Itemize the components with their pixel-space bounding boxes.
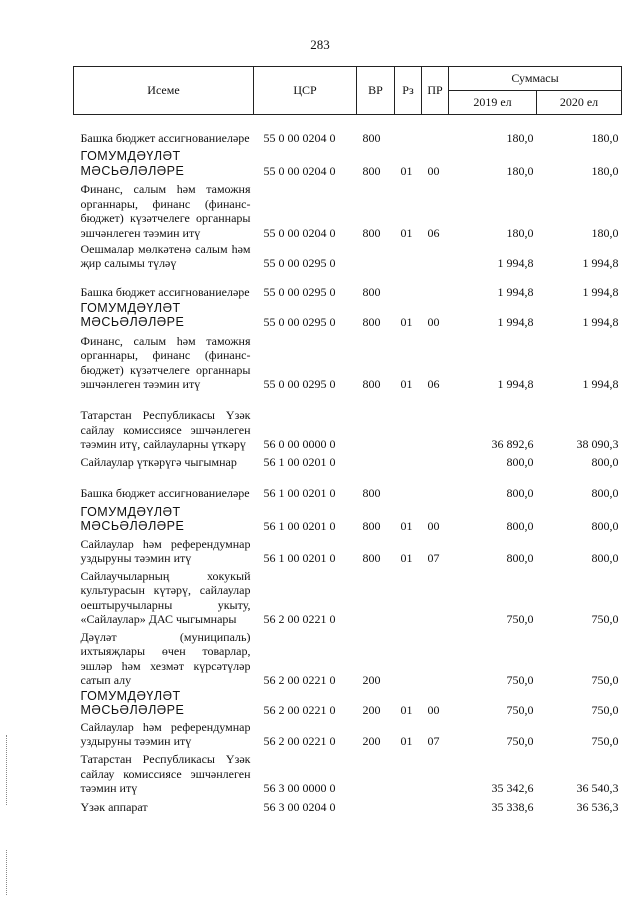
row-vr: 800 bbox=[362, 315, 381, 330]
row-rz bbox=[395, 471, 422, 502]
row-sum-2020: 36 540,3 bbox=[576, 781, 619, 796]
row-sum-2020: 1 994,8 bbox=[582, 256, 619, 271]
column-header-csr: ЦСР bbox=[254, 67, 357, 115]
table-row bbox=[74, 719, 622, 750]
row-vr bbox=[357, 393, 395, 453]
table-row bbox=[74, 535, 622, 567]
row-vr: 800 bbox=[362, 486, 381, 501]
row-vr bbox=[357, 453, 395, 471]
column-header-rz: Рз bbox=[395, 67, 422, 115]
row-sum-2020: 1 994,8 bbox=[582, 377, 619, 392]
row-name: Татарстан Республикасы Үзәк сайлау комиссиясе эшчәнлеген тәэмин итү bbox=[80, 752, 251, 796]
row-vr: 200 bbox=[362, 673, 381, 688]
row-vr: 800 bbox=[362, 551, 381, 566]
row-sum-2019: 750,0 bbox=[506, 703, 534, 718]
row-sum-2019: 35 338,6 bbox=[491, 800, 534, 815]
row-rz bbox=[395, 453, 422, 471]
row-csr: 55 0 00 0295 0 bbox=[263, 377, 336, 392]
row-sum-2020: 800,0 bbox=[591, 455, 619, 470]
row-sum-2020: 1 994,8 bbox=[582, 315, 619, 330]
row-name: Сайлаулар һәм референдумнар уздыруны тәэмин итү bbox=[80, 536, 251, 566]
table-row bbox=[74, 147, 622, 180]
row-name: Башка бюджет ассигнованиеләре bbox=[80, 285, 250, 300]
row-sum-2019: 180,0 bbox=[506, 163, 534, 178]
row-pr bbox=[422, 471, 449, 502]
row-csr: 56 3 00 0204 0 bbox=[263, 800, 336, 815]
row-pr: 00 bbox=[427, 703, 440, 718]
row-pr bbox=[422, 628, 449, 689]
row-csr: 56 0 00 0000 0 bbox=[263, 437, 336, 452]
row-sum-2020: 800,0 bbox=[591, 519, 619, 534]
row-pr bbox=[422, 115, 449, 147]
row-name: ГОМУМДӘҮЛӘТ МӘСЬӘЛӘЛӘРЕ bbox=[80, 688, 185, 718]
column-header-vr: ВР bbox=[357, 67, 395, 115]
row-vr: 800 bbox=[362, 377, 381, 392]
table-row bbox=[74, 689, 622, 719]
row-rz bbox=[395, 272, 422, 301]
row-sum-2019: 1 994,8 bbox=[497, 256, 534, 271]
row-sum-2020: 750,0 bbox=[591, 612, 619, 627]
row-vr: 800 bbox=[362, 285, 381, 300]
row-rz bbox=[395, 567, 422, 628]
row-csr: 55 0 00 0204 0 bbox=[263, 130, 336, 145]
column-header-2020: 2020 ел bbox=[537, 91, 622, 115]
row-vr: 800 bbox=[362, 225, 381, 240]
row-csr: 56 2 00 0221 0 bbox=[263, 734, 336, 749]
row-pr bbox=[422, 242, 449, 272]
row-rz: 01 bbox=[400, 163, 413, 178]
row-csr: 55 0 00 0295 0 bbox=[263, 256, 336, 271]
column-header-2019: 2019 ел bbox=[449, 91, 537, 115]
row-sum-2019: 1 994,8 bbox=[497, 315, 534, 330]
row-name: Финанс, салым һәм таможня органнары, финанс (финанс-бюджет) күзәтчелеге органнары эшчәнлеген тәэмин итү bbox=[80, 333, 251, 392]
row-name: ГОМУМДӘҮЛӘТ МӘСЬӘЛӘЛӘРЕ bbox=[80, 300, 185, 330]
page-number: 283 bbox=[310, 37, 330, 52]
row-sum-2019: 750,0 bbox=[506, 734, 534, 749]
table-row bbox=[74, 242, 622, 272]
table-row bbox=[74, 453, 622, 471]
row-csr: 56 2 00 0221 0 bbox=[263, 612, 336, 627]
row-sum-2020: 36 536,3 bbox=[576, 800, 619, 815]
row-sum-2019: 800,0 bbox=[506, 519, 534, 534]
row-pr bbox=[422, 453, 449, 471]
row-csr: 56 2 00 0221 0 bbox=[263, 673, 336, 688]
column-header-name: Исеме bbox=[74, 67, 254, 115]
table-row bbox=[74, 797, 622, 816]
row-pr: 07 bbox=[427, 551, 440, 566]
row-pr bbox=[422, 393, 449, 453]
row-name: Дәүләт (муниципаль) ихтыяҗлары өчен товарлар, эшләр һәм хезмәт күрсәтүләр сатып алу bbox=[80, 629, 251, 688]
row-sum-2019: 35 342,6 bbox=[491, 781, 534, 796]
row-csr: 55 0 00 0204 0 bbox=[263, 163, 336, 178]
row-name: Башка бюджет ассигнованиеләре bbox=[80, 486, 250, 501]
row-vr bbox=[357, 242, 395, 272]
row-name: Татарстан Республикасы Үзәк сайлау комиссиясе эшчәнлеген тәэмин итү, сайлауларны үткәрү bbox=[80, 408, 251, 452]
row-vr: 800 bbox=[362, 519, 381, 534]
row-name: ГОМУМДӘҮЛӘТ МӘСЬӘЛӘЛӘРЕ bbox=[80, 504, 185, 534]
row-sum-2019: 750,0 bbox=[506, 673, 534, 688]
row-rz: 01 bbox=[400, 703, 413, 718]
row-pr: 07 bbox=[427, 734, 440, 749]
row-csr: 55 0 00 0295 0 bbox=[263, 315, 336, 330]
row-sum-2020: 750,0 bbox=[591, 673, 619, 688]
row-rz bbox=[395, 628, 422, 689]
margin-dotted-line bbox=[6, 735, 8, 805]
row-pr: 00 bbox=[427, 519, 440, 534]
row-sum-2019: 1 994,8 bbox=[497, 377, 534, 392]
row-csr: 56 2 00 0221 0 bbox=[263, 703, 336, 718]
row-pr: 06 bbox=[427, 225, 440, 240]
row-rz: 01 bbox=[400, 377, 413, 392]
row-rz: 01 bbox=[400, 519, 413, 534]
column-header-sums: Суммасы bbox=[449, 67, 622, 91]
row-vr: 800 bbox=[362, 130, 381, 145]
row-vr: 800 bbox=[362, 163, 381, 178]
row-sum-2020: 180,0 bbox=[591, 225, 619, 240]
row-sum-2019: 800,0 bbox=[506, 486, 534, 501]
row-vr bbox=[357, 797, 395, 816]
row-pr bbox=[422, 567, 449, 628]
row-sum-2019: 36 892,6 bbox=[491, 437, 534, 452]
row-rz: 01 bbox=[400, 225, 413, 240]
table-row bbox=[74, 567, 622, 628]
row-sum-2019: 180,0 bbox=[506, 130, 534, 145]
row-pr bbox=[422, 750, 449, 797]
row-name: Оешмалар мөлкәтенә салым һәм җир салымы түләү bbox=[80, 241, 251, 271]
row-vr bbox=[357, 567, 395, 628]
row-name: Финанс, салым һәм таможня органнары, финанс (финанс-бюджет) күзәтчелеге органнары эшчәнлеген тәэмин итү bbox=[80, 182, 251, 240]
row-vr: 200 bbox=[362, 734, 381, 749]
row-rz bbox=[395, 750, 422, 797]
table-row bbox=[74, 180, 622, 242]
row-csr: 56 3 00 0000 0 bbox=[263, 781, 336, 796]
row-sum-2019: 800,0 bbox=[506, 455, 534, 470]
budget-table bbox=[73, 66, 622, 816]
row-rz: 01 bbox=[400, 734, 413, 749]
row-pr: 06 bbox=[427, 377, 440, 392]
table-row bbox=[74, 502, 622, 535]
table-row bbox=[74, 750, 622, 797]
row-csr: 55 0 00 0295 0 bbox=[263, 285, 336, 300]
row-csr: 56 1 00 0201 0 bbox=[263, 486, 336, 501]
table-header bbox=[74, 67, 622, 115]
row-rz: 01 bbox=[400, 551, 413, 566]
table-row bbox=[74, 628, 622, 689]
row-name: ГОМУМДӘҮЛӘТ МӘСЬӘЛӘЛӘРЕ bbox=[80, 149, 185, 178]
row-sum-2020: 180,0 bbox=[591, 130, 619, 145]
row-sum-2019: 800,0 bbox=[506, 551, 534, 566]
row-rz bbox=[395, 115, 422, 147]
row-pr bbox=[422, 797, 449, 816]
row-vr bbox=[357, 750, 395, 797]
table-body bbox=[74, 115, 622, 817]
row-vr: 200 bbox=[362, 703, 381, 718]
row-sum-2020: 800,0 bbox=[591, 486, 619, 501]
table-row bbox=[74, 115, 622, 147]
row-pr: 00 bbox=[427, 163, 440, 178]
row-rz bbox=[395, 242, 422, 272]
row-sum-2020: 750,0 bbox=[591, 703, 619, 718]
row-name: Сайлаучыларның хокукый культурасын күтәрү, сайлаулар оештыручыларны укыту, «Сайлаулар» ДАС чыгымнары bbox=[80, 568, 251, 627]
row-rz bbox=[395, 797, 422, 816]
row-sum-2020: 180,0 bbox=[591, 163, 619, 178]
row-csr: 56 1 00 0201 0 bbox=[263, 551, 336, 566]
row-sum-2020: 1 994,8 bbox=[582, 285, 619, 300]
row-name: Үзәк аппарат bbox=[80, 800, 148, 815]
row-sum-2019: 750,0 bbox=[506, 612, 534, 627]
row-pr bbox=[422, 272, 449, 301]
table-row bbox=[74, 272, 622, 301]
row-name: Сайлаулар һәм референдумнар уздыруны тәэмин итү bbox=[80, 719, 251, 749]
row-csr: 56 1 00 0201 0 bbox=[263, 455, 336, 470]
row-sum-2020: 38 090,3 bbox=[576, 437, 619, 452]
row-rz bbox=[395, 393, 422, 453]
row-csr: 55 0 00 0204 0 bbox=[263, 225, 336, 240]
row-pr: 00 bbox=[427, 315, 440, 330]
row-name: Сайлаулар үткәрүгә чыгымнар bbox=[80, 455, 237, 470]
table-row bbox=[74, 471, 622, 502]
table-row bbox=[74, 331, 622, 393]
row-sum-2019: 180,0 bbox=[506, 225, 534, 240]
row-rz: 01 bbox=[400, 315, 413, 330]
row-name: Башка бюджет ассигнованиеләре bbox=[80, 130, 250, 145]
margin-dotted-line bbox=[6, 850, 8, 895]
row-csr: 56 1 00 0201 0 bbox=[263, 519, 336, 534]
table-row bbox=[74, 301, 622, 331]
row-sum-2019: 1 994,8 bbox=[497, 285, 534, 300]
table-row bbox=[74, 393, 622, 453]
row-sum-2020: 750,0 bbox=[591, 734, 619, 749]
column-header-pr: ПР bbox=[422, 67, 449, 115]
row-sum-2020: 800,0 bbox=[591, 551, 619, 566]
